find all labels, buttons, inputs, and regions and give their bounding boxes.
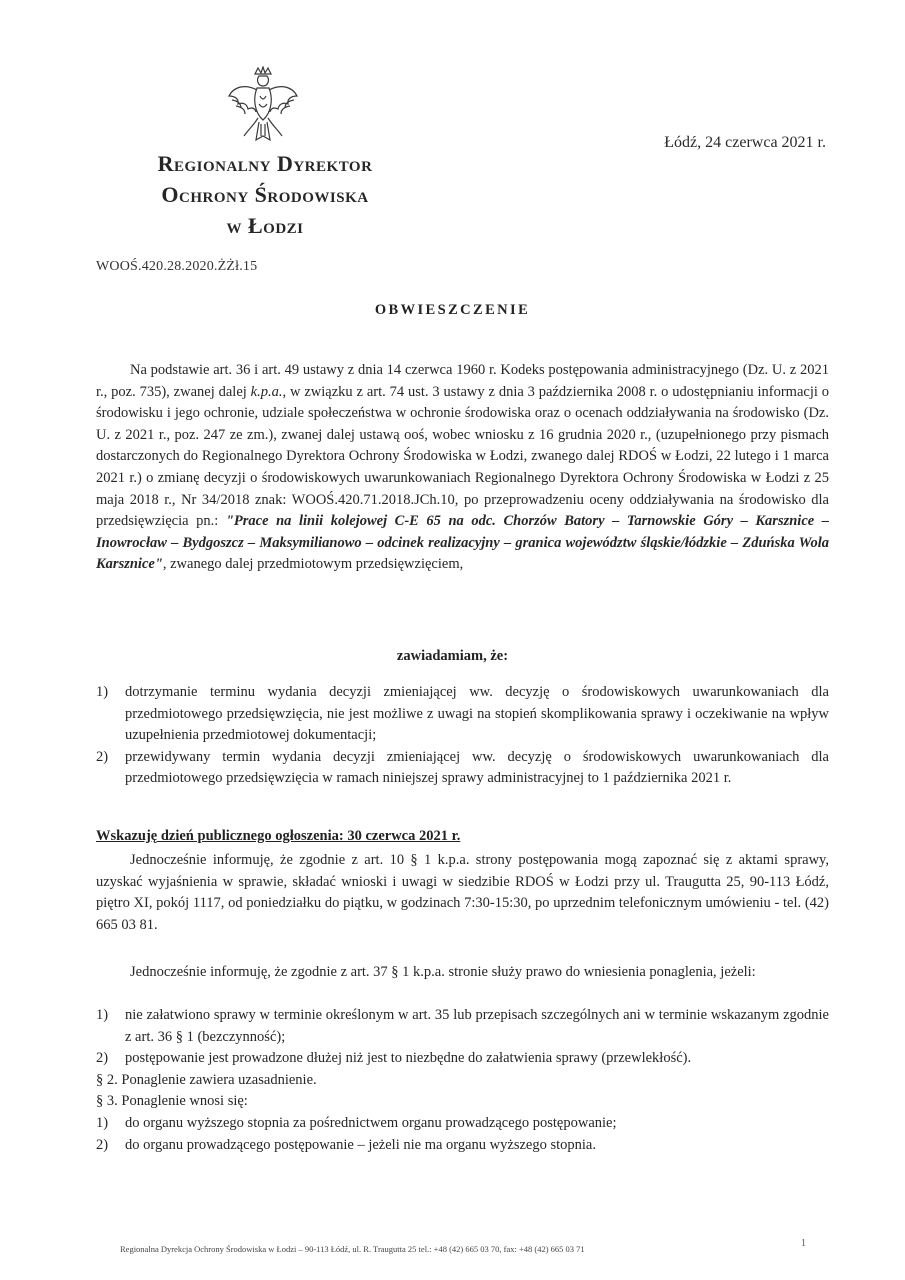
intro-text-after: , zwanego dalej przedmiotowym przedsięwzięciem, xyxy=(162,556,464,573)
list-item xyxy=(96,1048,829,1070)
list-item xyxy=(96,1005,829,1048)
info-text-1: Jednocześnie informuję, że zgodnie z art. 10 § 1 k.p.a. strony postępowania mogą zapoznać się z aktami sprawy, uzyskać wyjaśnienia w sprawie, składać wnioski i uwagi w siedzibie RDOŚ w Łodzi przy ul. Traugutta 25, 90-113 Łódź, piętro XI, pokój 1117, od poniedziałku do piątku, w godzinach 7:30-15:30, po uprzednim telefonicznym umówieniu - tel. (42) 665 03 81. xyxy=(96,852,829,933)
list-item xyxy=(96,682,829,747)
authority-line-2: Ochrony Środowiska xyxy=(161,182,369,207)
notify-heading: zawiadamiam, że: xyxy=(396,648,509,664)
list-item-text: nie załatwiono sprawy w terminie określonym w art. 35 lub przepisach szczególnych ani w terminie wskazanym zgodnie z art. 36 § 1 (bezczynność); xyxy=(125,1007,829,1045)
authority-line-1: Regionalny Dyrektor xyxy=(157,151,373,176)
info-paragraph-1 xyxy=(96,850,829,936)
list-item-number: 1) xyxy=(96,684,109,700)
intro-paragraph xyxy=(96,360,829,576)
list-item xyxy=(96,1113,829,1135)
intro-text-middle: , w związku z art. 74 ust. 3 ustawy z dnia 3 października 2008 r. o udostępnianiu informacji o środowisku i jego ochronie, udziale społeczeństwa w ochronie środowiska oraz o ocenach oddziaływania na środowisko (Dz. U. z 2021 r., poz. 247 ze zm.), zwanej dalej ustawą ooś, wobec wniosku z 16 grudnia 2020 r., (uzupełnionego przy pismach dostarczonych do Regionalnego Dyrektora Ochrony Środowiska w Łodzi, zwanego dalej RDOŚ w Łodzi, 22 lutego i 1 marca 2021 r.) o zmianę decyzji o środowiskowych uwarunkowaniach Regionalnego Dyrektora Ochrony Środowiska w Łodzi z 25 maja 2018 r., Nr 34/2018 znak: WOOŚ.420.71.2018.JCh.10, po przeprowadzeniu oceny oddziaływania na środowisko dla przedsięwzięcia pn.: xyxy=(96,383,830,530)
issuing-authority xyxy=(100,148,430,241)
list-item-text: do organu prowadzącego postępowanie – jeżeli nie ma organu wyższego stopnia. xyxy=(125,1136,596,1153)
intro-text-before: Na podstawie art. 36 i art. 49 ustawy z dnia 14 czerwca 1960 r. Kodeks postępowania administracyjnego (Dz. U. z 2021 r., poz. 735), zwanej dalej xyxy=(96,362,829,400)
list-item-number: 1) xyxy=(96,1114,109,1131)
list-item-text: postępowanie jest prowadzone dłużej niż jest to niezbędne do załatwienia sprawy (przewlekłość). xyxy=(125,1050,692,1067)
info-text-2: Jednocześnie informuję, że zgodnie z art. 37 § 1 k.p.a. stronie służy prawo do wniesienia ponaglenia, jeżeli: xyxy=(130,964,756,980)
list-item xyxy=(96,747,829,790)
publication-date-notice: Wskazuję dzień publicznego ogłoszenia: 30 czerwca 2021 r. xyxy=(96,828,461,844)
section-2-text: § 2. Ponaglenie zawiera uzasadnienie. xyxy=(96,1071,317,1088)
section-3-text: § 3. Ponaglenie wnosi się: xyxy=(96,1093,248,1110)
list-item-text: przewidywany termin wydania decyzji zmieniającej ww. decyzję o środowiskowych uwarunkowaniach dla przedmiotowego przedsięwzięcia w ramach niniejszej sprawy administracyjnej to 1 października 2021 r. xyxy=(125,748,829,787)
info-paragraph-2 xyxy=(96,962,829,984)
list-item-number: 1) xyxy=(96,1007,109,1023)
footer-address: Regionalna Dyrekcja Ochrony Środowiska w Łodzi – 90-113 Łódź, ul. R. Traugutta 25 tel.: +48 (42) 665 03 70, fax: +48 (42) 665 03 71 xyxy=(120,1244,585,1254)
authority-line-3: w Łodzi xyxy=(226,213,304,238)
list-item xyxy=(96,1135,829,1157)
project-name: "Prace na linii kolejowej C-E 65 na odc. Chorzów Batory – Tarnowskie Góry – Karsznice – Inowrocław – Bydgoszcz – Maksymilianowo – odcinek realizacyjny – granica województw śląskie/łódzkie – Zduńska Wola Karsznice" xyxy=(96,513,830,573)
list-item-text: do organu wyższego stopnia za pośrednictwem organu prowadzącego postępowanie; xyxy=(125,1114,617,1131)
list-item-number: 2) xyxy=(96,1050,109,1067)
document-title: OBWIESZCZENIE xyxy=(374,302,531,318)
list-item-number: 2) xyxy=(96,748,109,765)
reference-number: WOOŚ.420.28.2020.ŻŻł.15 xyxy=(96,259,258,274)
place-and-date: Łódź, 24 czerwca 2021 r. xyxy=(664,134,826,151)
list-item-text: dotrzymanie terminu wydania decyzji zmieniającej ww. decyzję o środowiskowych uwarunkowaniach dla przedmiotowego przedsięwzięcia, nie jest możliwe z uwagi na stopień skomplikowania sprawy i oczekiwanie na wpływ uzupełnienia przedmiotowej dokumentacji; xyxy=(125,684,829,744)
page-number: 1 xyxy=(801,1238,806,1249)
notify-list xyxy=(96,682,829,790)
list-item-number: 2) xyxy=(96,1136,109,1153)
polish-eagle-emblem-icon xyxy=(226,66,300,148)
reminder-list xyxy=(96,1005,829,1156)
kpa-abbrev: k.p.a. xyxy=(250,383,283,400)
